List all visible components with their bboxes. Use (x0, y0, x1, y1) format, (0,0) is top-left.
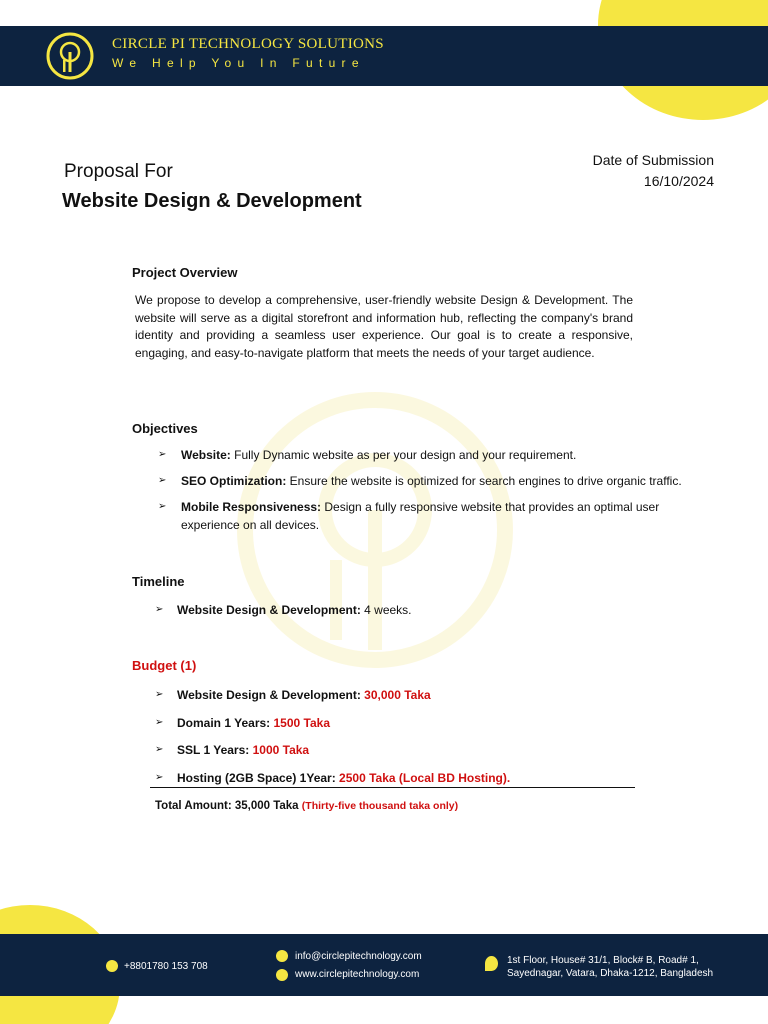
budget-value: 2500 Taka (Local BD Hosting). (335, 771, 511, 785)
timeline-item (155, 601, 655, 619)
address-line-2: Sayednagar, Vatara, Dhaka-1212, Bangladesh (507, 968, 714, 979)
footer-email[interactable]: info@circlepitechnology.com (295, 951, 422, 962)
timeline-label: Website Design & Development: (177, 603, 361, 617)
timeline-heading: Timeline (132, 574, 185, 589)
company-logo-icon (44, 30, 96, 82)
arrow-bullet-icon: ➢ (155, 744, 164, 755)
total-amount: Total Amount: 35,000 Taka (155, 800, 299, 812)
objective-text: Ensure the website is optimized for search engines to drive organic traffic. (286, 474, 682, 488)
date-block (593, 150, 714, 192)
objective-item (158, 472, 718, 490)
email-icon (276, 950, 288, 962)
budget-value: 1500 Taka (270, 716, 330, 730)
arrow-bullet-icon: ➢ (158, 449, 167, 460)
arrow-bullet-icon: ➢ (158, 501, 167, 512)
overview-text: We propose to develop a comprehensive, user-friendly website Design & Development. The website will serve as a digital storefront and information hub, reflecting the company's brand identity and providing a seamless user experience. Our goal is to create a responsive, engaging, and easy-to-navigate platform that meets the needs of your target audience. (135, 293, 633, 361)
footer-address (507, 954, 713, 980)
proposal-title: Website Design & Development (62, 190, 362, 212)
overview-heading: Project Overview (132, 265, 238, 280)
budget-label: SSL 1 Years: (177, 743, 250, 757)
objective-label: Website: (181, 448, 231, 462)
footer-website[interactable]: www.circlepitechnology.com (295, 969, 420, 980)
objective-text: Design a fully responsive website that provides an optimal user experience on all devices. (181, 500, 660, 532)
budget-item (155, 714, 655, 732)
location-pin-icon (485, 956, 498, 971)
objectives-heading: Objectives (132, 421, 198, 436)
date-value: 16/10/2024 (643, 173, 714, 189)
budget-total (155, 800, 458, 812)
objective-label: SEO Optimization: (181, 474, 287, 488)
company-name: CIRCLE PI TECHNOLOGY SOLUTIONS (112, 36, 384, 52)
budget-label: Hosting (2GB Space) 1Year: (177, 771, 336, 785)
budget-label: Website Design & Development: (177, 688, 361, 702)
budget-value: 1000 Taka (249, 743, 310, 757)
timeline-text: 4 weeks. (360, 603, 412, 617)
budget-label: Domain 1 Years: (177, 716, 271, 730)
budget-item (155, 741, 655, 759)
globe-icon (276, 969, 288, 981)
arrow-bullet-icon: ➢ (155, 717, 164, 728)
arrow-bullet-icon: ➢ (158, 475, 167, 486)
total-amount-words: (Thirty-five thousand taka only) (301, 800, 459, 812)
arrow-bullet-icon: ➢ (155, 772, 164, 783)
objective-text: Fully Dynamic website as per your design and your requirement. (230, 448, 577, 462)
arrow-bullet-icon: ➢ (155, 604, 164, 615)
proposal-for-label: Proposal For (64, 161, 173, 182)
budget-item (155, 769, 655, 787)
objective-item (158, 498, 688, 534)
budget-value: 30,000 Taka (360, 688, 431, 702)
objective-item (158, 446, 698, 464)
objective-label: Mobile Responsiveness: (181, 500, 322, 514)
budget-item (155, 686, 655, 704)
date-label: Date of Submission (592, 152, 714, 168)
company-tagline: We Help You In Future (112, 56, 365, 70)
footer-phone[interactable]: +8801780 153 708 (124, 961, 208, 972)
budget-divider (150, 787, 635, 788)
arrow-bullet-icon: ➢ (155, 689, 164, 700)
budget-heading: Budget (1) (132, 658, 197, 673)
address-line-1: 1st Floor, House# 31/1, Block# B, Road# 1, (507, 955, 699, 966)
phone-icon (106, 960, 118, 972)
